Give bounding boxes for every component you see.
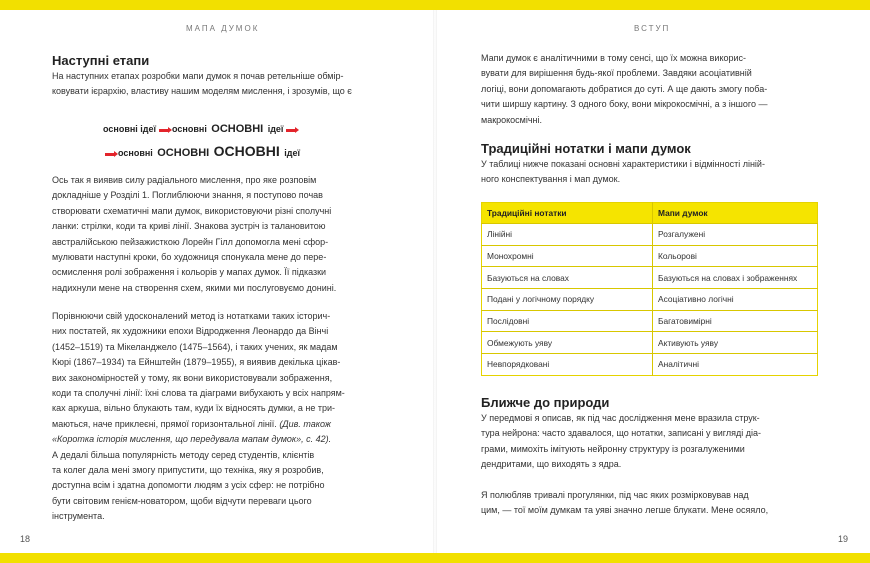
page-number-right: 19 xyxy=(838,534,849,544)
seq-item: ідеї xyxy=(284,148,300,158)
table-row xyxy=(482,354,818,376)
red-arrow-icon xyxy=(286,129,296,132)
right-page xyxy=(437,10,870,553)
table-cell: Невпорядковані xyxy=(482,354,653,376)
table-row xyxy=(482,245,818,267)
paragraph-radial-thinking: Ось так я виявив силу радіального мислення, про яке розповім докладніше у Розділі 1. Поглиблюючи знання, я поступово почав створювати схематичні мапи думок, використовуючи різні сполучні ланки: стрілки, коди та криві лінії. Знакова зустріч із талановитою австралійською пейзажисткою Лорейн Гілл допомогла мені сфор- мулювати наступні кроки, бо художниця спонукала мене до пере- осмислення ролі зображення і кольорів у мапах думок. Її підказки надихнули мене на створення схем, якими ми послуговуємо донині. xyxy=(52,175,337,293)
column-header: Традиційні нотатки xyxy=(482,203,653,224)
cross-reference: «Коротка історія мислення, що передувала мапам думок», с. 42). xyxy=(52,434,332,445)
left-page xyxy=(0,10,433,553)
column-header: Мапи думок xyxy=(653,203,818,224)
table-cell: Послідовні xyxy=(482,310,653,332)
paragraph-neuron: У передмові я описав, як під час дослідження мене вразила струк- тура нейрона: часто здавалося, що нотатки, записані у вигляді діа- грами, мимохіть імітують нейронну структуру із розгалуженими дендритами, що виходять з ядра. xyxy=(481,413,761,470)
table-header-row xyxy=(482,203,818,224)
heading-closer-to-nature: Ближче до природи xyxy=(481,395,610,410)
cross-reference: (Див. також xyxy=(279,418,332,429)
intro-paragraph-right: Мапи думок є аналітичними в тому сенсі, що їх можна викорис- вувати для вирішення будь-якої проблеми. Завдяки асоціативній логіці, вони допомагають добратися до суті. А ще дають змогу поба- чити ширшу картину. З одного боку, вони мікрокосмічні, а з іншого — макрокосмічні. xyxy=(481,53,768,125)
hierarchy-sequence-row2 xyxy=(102,143,300,161)
seq-item: ідеї xyxy=(267,124,284,134)
heading-next-stages: Наступні етапи xyxy=(52,53,150,68)
paragraph-comparison: Порівнюючи свій удосконалений метод із нотатками таких історич- них постатей, як художники епохи Відродження Леонардо да Вінчі (1452–1519) та Мікеланджело (1475–1564), і таких учених, як мадам Кюрі (1867–1934) та Ейнштейн (1879–1955), я виявив декілька цікав- вих закономірностей у тому, як вони використовували зображення, коди та сполучні лінії: їхні слова та діаграми вибухають у всіх напрям- ках аркуша, вільно блукають там, куди їх відносять думки, а не три- маються, наче приклеєні, прямої горизонтальної лінії. (Див. також «Коротка історія мислення, що передувала мапам думок», с. 42). А дедалі більша популярність методу серед студентів, клієнтів та колег дала мені змогу припустити, що техніка, яку я розробив, доступна всім і здатна допомогти людям з усіх сфер: не потрібно бути світовим генієм-новатором, щоби відчути переваги цього інструмента. xyxy=(52,311,345,522)
table-cell: Асоціативно логічні xyxy=(653,289,818,311)
table-cell: Базуються на словах і зображеннях xyxy=(653,267,818,289)
table-cell: Багатовимірні xyxy=(653,310,818,332)
seq-item: ОСНОВНІ xyxy=(211,123,264,135)
running-head-left: МАПА ДУМОК xyxy=(186,24,260,33)
table-cell: Активують уяву xyxy=(653,332,818,354)
table-row xyxy=(482,224,818,246)
table-cell: Монохромні xyxy=(482,245,653,267)
table-cell: Подані у логічному порядку xyxy=(482,289,653,311)
seq-item: основні xyxy=(172,124,207,134)
seq-item: основні ідеї xyxy=(103,124,157,134)
table-cell: Обмежують уяву xyxy=(482,332,653,354)
table-row xyxy=(482,289,818,311)
intro-paragraph: На наступних етапах розробки мапи думок я почав ретельніше обмір- ковувати ієрархію, властиву нашим моделям мислення, і зрозумів, що є xyxy=(52,71,352,97)
red-arrow-icon xyxy=(105,153,115,156)
table-cell: Кольорові xyxy=(653,245,818,267)
table-cell: Аналітичні xyxy=(653,354,818,376)
bottom-yellow-band xyxy=(0,553,870,563)
page-number-left: 18 xyxy=(20,534,31,544)
hierarchy-sequence-row1 xyxy=(103,119,299,137)
heading-notes-vs-maps: Традиційні нотатки і мапи думок xyxy=(481,141,691,156)
seq-item: ОСНОВНІ xyxy=(213,143,280,159)
seq-item: основні xyxy=(118,148,153,158)
seq-item: ОСНОВНІ xyxy=(157,147,210,159)
table-row xyxy=(482,332,818,354)
running-head-right: ВСТУП xyxy=(634,24,671,33)
table-intro: У таблиці нижче показані основні характеристики і відмінності ліній- ного конспектування і мап думок. xyxy=(481,159,765,185)
table-cell: Розгалужені xyxy=(653,224,818,246)
table-row xyxy=(482,310,818,332)
table-row xyxy=(482,267,818,289)
top-yellow-band xyxy=(0,0,870,10)
comparison-table xyxy=(481,202,818,376)
table-cell: Базуються на словах xyxy=(482,267,653,289)
table-cell: Лінійні xyxy=(482,224,653,246)
red-arrow-icon xyxy=(159,129,169,132)
paragraph-walks: Я полюбляв тривалі прогулянки, під час яких розмірковував над цим, — тої моїм думкам та уяві значно легше блукати. Мене осяяло, xyxy=(481,490,769,516)
